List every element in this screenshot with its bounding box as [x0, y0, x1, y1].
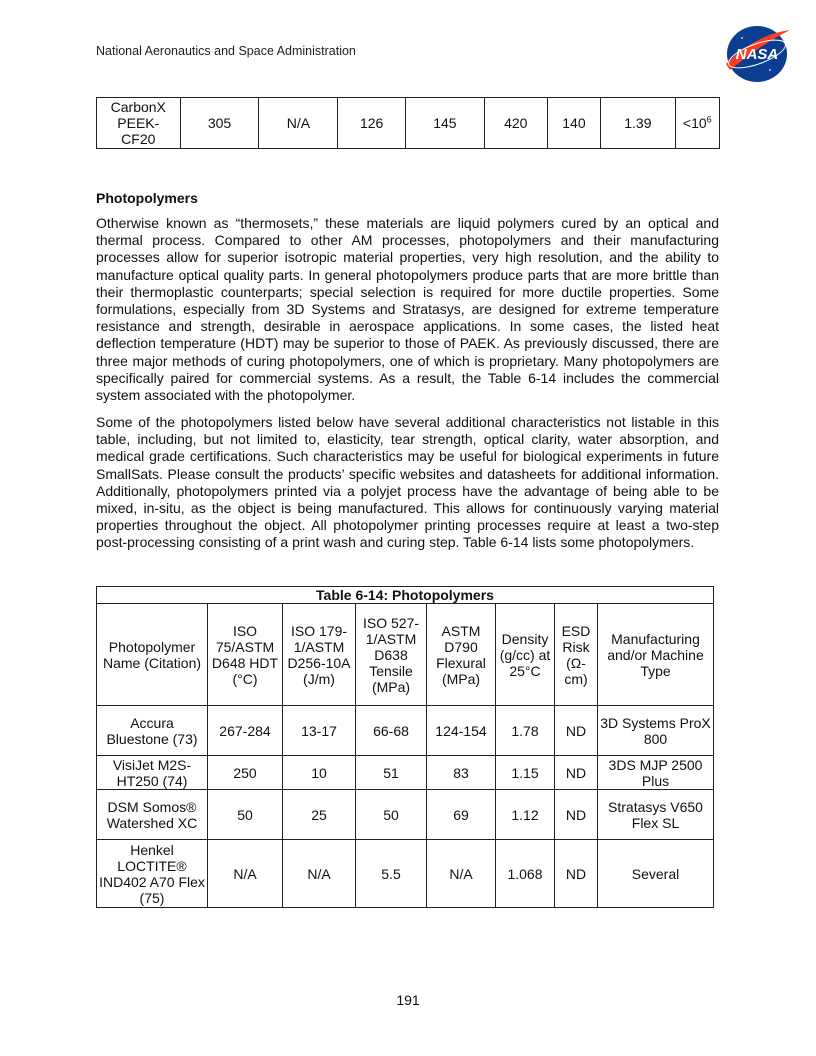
table-cell: 126	[338, 98, 406, 149]
table-cell: 25	[283, 790, 356, 840]
table-cell: 145	[405, 98, 484, 149]
photopolymers-table	[96, 586, 714, 908]
table-caption-row	[97, 587, 714, 604]
table-cell: Several	[598, 840, 714, 908]
table-header-row	[97, 604, 714, 706]
table-cell: 305	[180, 98, 259, 149]
column-header: ISO 75/ASTM D648 HDT (°C)	[208, 604, 283, 706]
table-cell: DSM Somos® Watershed XC	[97, 790, 208, 840]
nasa-logo-text: NASA	[735, 46, 779, 63]
column-header: Density (g/cc) at 25°C	[496, 604, 555, 706]
table-row	[97, 840, 714, 908]
column-header: ISO 179-1/ASTM D256-10A (J/m)	[283, 604, 356, 706]
table-cell: 267-284	[208, 706, 283, 756]
table-row	[97, 98, 720, 149]
table-cell: 66-68	[356, 706, 427, 756]
table-cell: N/A	[283, 840, 356, 908]
table-cell: ND	[555, 840, 598, 908]
nasa-logo-icon	[722, 24, 792, 84]
table-cell: Accura Bluestone (73)	[97, 706, 208, 756]
column-header: ESD Risk (Ω-cm)	[555, 604, 598, 706]
table-row	[97, 706, 714, 756]
table-cell: Stratasys V650 Flex SL	[598, 790, 714, 840]
table-cell: N/A	[259, 98, 338, 149]
table-cell: 3DS MJP 2500 Plus	[598, 756, 714, 790]
table-cell: 140	[547, 98, 600, 149]
column-header: ISO 527-1/ASTM D638 Tensile (MPa)	[356, 604, 427, 706]
table-caption: Table 6-14: Photopolymers	[97, 587, 714, 604]
esd-cell: $<10^6$	[675, 98, 719, 149]
table-cell: 13-17	[283, 706, 356, 756]
table-cell: N/A	[427, 840, 496, 908]
table-cell: ND	[555, 756, 598, 790]
agency-header: National Aeronautics and Space Administration	[96, 44, 356, 58]
table-cell: 1.068	[496, 840, 555, 908]
table-cell: VisiJet M2S-HT250 (74)	[97, 756, 208, 790]
table-cell: 83	[427, 756, 496, 790]
column-header: Manufacturing and/or Machine Type	[598, 604, 714, 706]
section-title: Photopolymers	[96, 190, 198, 206]
table-cell: Henkel LOCTITE® IND402 A70 Flex (75)	[97, 840, 208, 908]
table-row	[97, 790, 714, 840]
table-cell: 1.15	[496, 756, 555, 790]
table-cell: ND	[555, 790, 598, 840]
table-cell: N/A	[208, 840, 283, 908]
table-cell: 1.39	[601, 98, 675, 149]
table-cell: 1.12	[496, 790, 555, 840]
paragraph: Some of the photopolymers listed below have several additional characteristics not listable in this table, including, but not limited to, elasticity, tear strength, optical clarity, water absorption, and medical grade certifications. Such characteristics may be useful for biological experiments in future SmallSats. Please consult the products’ specific websites and datasheets for additional information. Additionally, photopolymers printed via a polyjet process have the advantage of being able to be mixed, in-situ, as the object is being manufactured. This allows for continuously varying material properties throughout the object. All photopolymer printing processes require at least a two-step post-processing consisting of a print wash and curing step. Table 6-14 lists some photopolymers.	[96, 414, 719, 551]
paragraph: Otherwise known as “thermosets,” these materials are liquid polymers cured by an optical and thermal process. Compared to other AM processes, photopolymers and their manufacturing processes allow for superior isotropic material properties, very high resolution, and the ability to manufacture optical quality parts. In general photopolymers produce parts that are more brittle than their thermoplastic counterparts; special selection is required for more ductile properties. Some formulations, especially from 3D Systems and Stratasys, are designed for extreme temperature resistance and strength, desirable in aerospace applications. In some cases, the listed heat deflection temperature (HDT) may be superior to those of PAEK. As previously discussed, there are three major methods of curing photopolymers, one of which is proprietary. Many photopolymers are specifically paired for commercial systems. As a result, the Table 6-14 includes the commercial system associated with the photopolymer.	[96, 215, 719, 404]
column-header: Photopolymer Name (Citation)	[97, 604, 208, 706]
table-cell: 51	[356, 756, 427, 790]
table-cell: 3D Systems ProX 800	[598, 706, 714, 756]
table-cell: 69	[427, 790, 496, 840]
table-cell: 124-154	[427, 706, 496, 756]
table-cell: 10	[283, 756, 356, 790]
carbonx-table-continuation	[96, 97, 720, 149]
table-cell: 50	[356, 790, 427, 840]
table-cell: 420	[484, 98, 547, 149]
table-cell: 250	[208, 756, 283, 790]
table-cell: 1.78	[496, 706, 555, 756]
column-header: ASTM D790 Flexural (MPa)	[427, 604, 496, 706]
table-cell: 50	[208, 790, 283, 840]
table-row	[97, 756, 714, 790]
table-cell: ND	[555, 706, 598, 756]
table-cell: 5.5	[356, 840, 427, 908]
material-name-cell: CarbonX PEEK- CF20	[97, 98, 181, 149]
page-number: 191	[396, 992, 420, 1008]
